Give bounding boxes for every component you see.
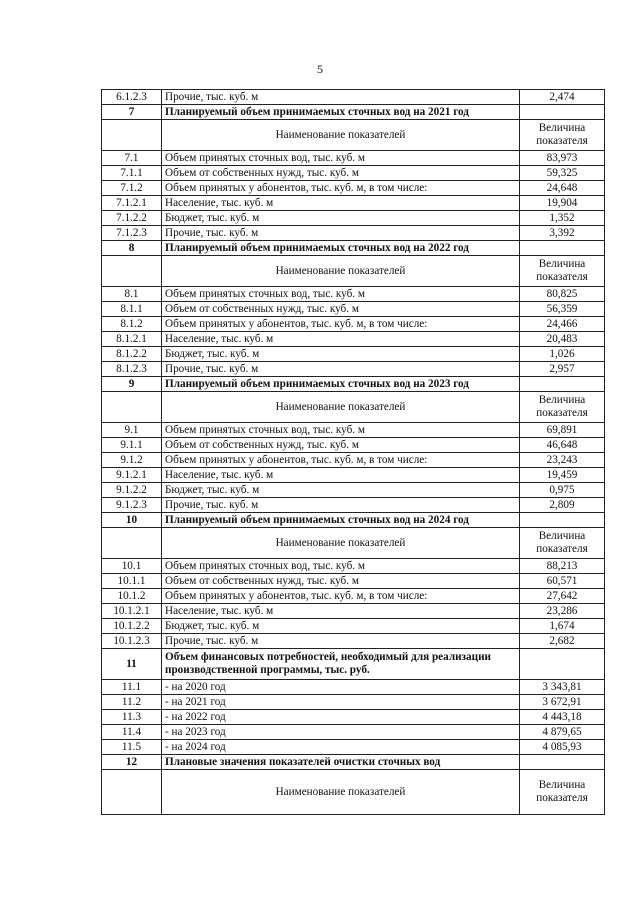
table-row bbox=[102, 196, 605, 211]
row-code: 11.1 bbox=[102, 680, 162, 695]
row-value: 0,975 bbox=[520, 483, 605, 498]
row-code: 9.1.2.2 bbox=[102, 483, 162, 498]
header-name: Наименование показателей bbox=[162, 770, 520, 815]
row-code: 11.5 bbox=[102, 740, 162, 755]
row-code: 9.1.1 bbox=[102, 438, 162, 453]
header-empty bbox=[102, 392, 162, 423]
header-value: Величина показателя bbox=[520, 770, 605, 815]
row-code: 8.1 bbox=[102, 287, 162, 302]
row-name: Прочие, тыс. куб. м bbox=[162, 634, 520, 649]
row-name: Прочие, тыс. куб. м bbox=[162, 226, 520, 241]
section-number: 10 bbox=[102, 513, 162, 528]
row-code: 7.1.2.3 bbox=[102, 226, 162, 241]
row-name: Бюджет, тыс. куб. м bbox=[162, 347, 520, 362]
row-value: 2,682 bbox=[520, 634, 605, 649]
row-value: 88,213 bbox=[520, 559, 605, 574]
row-value: 2,957 bbox=[520, 362, 605, 377]
table-row bbox=[102, 589, 605, 604]
row-value: 27,642 bbox=[520, 589, 605, 604]
table-row bbox=[102, 362, 605, 377]
section-empty bbox=[520, 377, 605, 392]
table-row bbox=[102, 151, 605, 166]
section-row bbox=[102, 649, 605, 680]
table-row bbox=[102, 725, 605, 740]
row-name: - на 2024 год bbox=[162, 740, 520, 755]
column-header-row bbox=[102, 392, 605, 423]
row-code: 11.2 bbox=[102, 695, 162, 710]
row-code: 8.1.2.1 bbox=[102, 332, 162, 347]
column-header-row bbox=[102, 256, 605, 287]
table-row bbox=[102, 468, 605, 483]
row-name: - на 2020 год bbox=[162, 680, 520, 695]
table-row bbox=[102, 619, 605, 634]
row-name: Объем принятых сточных вод, тыс. куб. м bbox=[162, 287, 520, 302]
table-row bbox=[102, 438, 605, 453]
section-empty bbox=[520, 513, 605, 528]
row-value: 2,809 bbox=[520, 498, 605, 513]
page-number: 5 bbox=[317, 62, 323, 76]
row-name: Объем от собственных нужд, тыс. куб. м bbox=[162, 574, 520, 589]
row-code: 8.1.2.2 bbox=[102, 347, 162, 362]
section-title: Планируемый объем принимаемых сточных вод на 2024 год bbox=[162, 513, 520, 528]
row-name: Прочие, тыс. куб. м bbox=[162, 362, 520, 377]
row-value: 1,026 bbox=[520, 347, 605, 362]
row-name: - на 2021 год bbox=[162, 695, 520, 710]
header-name: Наименование показателей bbox=[162, 528, 520, 559]
section-title: Планируемый объем принимаемых сточных вод на 2023 год bbox=[162, 377, 520, 392]
row-value: 4 443,18 bbox=[520, 710, 605, 725]
row-code: 7.1.1 bbox=[102, 166, 162, 181]
section-number: 11 bbox=[102, 649, 162, 680]
row-code: 10.1.2.1 bbox=[102, 604, 162, 619]
row-code: 10.1.2.2 bbox=[102, 619, 162, 634]
row-name: Население, тыс. куб. м bbox=[162, 332, 520, 347]
row-value: 4 085,93 bbox=[520, 740, 605, 755]
row-code: 10.1.2.3 bbox=[102, 634, 162, 649]
table-row bbox=[102, 347, 605, 362]
header-name: Наименование показателей bbox=[162, 120, 520, 151]
row-value: 20,483 bbox=[520, 332, 605, 347]
table-row bbox=[102, 695, 605, 710]
row-name: Объем принятых сточных вод, тыс. куб. м bbox=[162, 151, 520, 166]
table-row bbox=[102, 423, 605, 438]
row-value: 80,825 bbox=[520, 287, 605, 302]
section-number: 9 bbox=[102, 377, 162, 392]
row-code: 7.1.2 bbox=[102, 181, 162, 196]
header-empty bbox=[102, 120, 162, 151]
row-value: 24,466 bbox=[520, 317, 605, 332]
row-name: Население, тыс. куб. м bbox=[162, 604, 520, 619]
table-row bbox=[102, 680, 605, 695]
table-row bbox=[102, 211, 605, 226]
header-empty bbox=[102, 528, 162, 559]
section-title: Объем финансовых потребностей, необходимый для реализации производственной программы, тыс. руб. bbox=[162, 649, 520, 680]
section-empty bbox=[520, 105, 605, 120]
section-row bbox=[102, 105, 605, 120]
row-code: 11.4 bbox=[102, 725, 162, 740]
table-row bbox=[102, 226, 605, 241]
section-empty bbox=[520, 649, 605, 680]
row-name: Бюджет, тыс. куб. м bbox=[162, 619, 520, 634]
row-value: 23,243 bbox=[520, 453, 605, 468]
row-code: 8.1.1 bbox=[102, 302, 162, 317]
column-header-row bbox=[102, 528, 605, 559]
row-code: 7.1 bbox=[102, 151, 162, 166]
row-value: 3 672,91 bbox=[520, 695, 605, 710]
row-code: 7.1.2.2 bbox=[102, 211, 162, 226]
row-name: - на 2023 год bbox=[162, 725, 520, 740]
row-name: Объем принятых у абонентов, тыс. куб. м, в том числе: bbox=[162, 317, 520, 332]
row-name: Бюджет, тыс. куб. м bbox=[162, 483, 520, 498]
column-header-row bbox=[102, 120, 605, 151]
section-number: 7 bbox=[102, 105, 162, 120]
column-header-row bbox=[102, 770, 605, 815]
header-empty bbox=[102, 256, 162, 287]
table-row bbox=[102, 574, 605, 589]
row-code: 9.1.2.3 bbox=[102, 498, 162, 513]
section-row bbox=[102, 377, 605, 392]
section-row bbox=[102, 755, 605, 770]
row-value: 46,648 bbox=[520, 438, 605, 453]
section-row bbox=[102, 513, 605, 528]
row-name: Объем принятых у абонентов, тыс. куб. м, в том числе: bbox=[162, 181, 520, 196]
indicators-table bbox=[101, 89, 605, 815]
table-row bbox=[102, 559, 605, 574]
row-value: 83,973 bbox=[520, 151, 605, 166]
table-row bbox=[102, 287, 605, 302]
table-row bbox=[102, 90, 605, 105]
row-name: Население, тыс. куб. м bbox=[162, 468, 520, 483]
table-row bbox=[102, 166, 605, 181]
row-value: 69,891 bbox=[520, 423, 605, 438]
row-value: 24,648 bbox=[520, 181, 605, 196]
row-name: Прочие, тыс. куб. м bbox=[162, 498, 520, 513]
row-value: 23,286 bbox=[520, 604, 605, 619]
table-row bbox=[102, 302, 605, 317]
row-code: 8.1.2.3 bbox=[102, 362, 162, 377]
row-value: 2,474 bbox=[520, 90, 605, 105]
row-name: Объем принятых у абонентов, тыс. куб. м, в том числе: bbox=[162, 589, 520, 604]
row-name: Объем принятых сточных вод, тыс. куб. м bbox=[162, 423, 520, 438]
section-empty bbox=[520, 241, 605, 256]
row-value: 19,904 bbox=[520, 196, 605, 211]
table-row bbox=[102, 634, 605, 649]
row-code: 6.1.2.3 bbox=[102, 90, 162, 105]
section-title: Планируемый объем принимаемых сточных вод на 2022 год bbox=[162, 241, 520, 256]
section-row bbox=[102, 241, 605, 256]
row-code: 7.1.2.1 bbox=[102, 196, 162, 211]
row-value: 19,459 bbox=[520, 468, 605, 483]
table-row bbox=[102, 604, 605, 619]
table-row bbox=[102, 181, 605, 196]
row-name: Население, тыс. куб. м bbox=[162, 196, 520, 211]
row-name: Объем принятых сточных вод, тыс. куб. м bbox=[162, 559, 520, 574]
table-row bbox=[102, 483, 605, 498]
row-name: Объем от собственных нужд, тыс. куб. м bbox=[162, 302, 520, 317]
row-value: 1,674 bbox=[520, 619, 605, 634]
section-title: Планируемый объем принимаемых сточных вод на 2021 год bbox=[162, 105, 520, 120]
row-value: 59,325 bbox=[520, 166, 605, 181]
table-row bbox=[102, 710, 605, 725]
table-row bbox=[102, 317, 605, 332]
header-name: Наименование показателей bbox=[162, 256, 520, 287]
section-title: Плановые значения показателей очистки сточных вод bbox=[162, 755, 520, 770]
row-value: 1,352 bbox=[520, 211, 605, 226]
row-code: 10.1.1 bbox=[102, 574, 162, 589]
header-empty bbox=[102, 770, 162, 815]
header-value: Величина показателя bbox=[520, 120, 605, 151]
section-number: 8 bbox=[102, 241, 162, 256]
row-name: Объем от собственных нужд, тыс. куб. м bbox=[162, 166, 520, 181]
row-code: 10.1.2 bbox=[102, 589, 162, 604]
row-value: 56,359 bbox=[520, 302, 605, 317]
row-code: 9.1.2 bbox=[102, 453, 162, 468]
row-name: Объем принятых у абонентов, тыс. куб. м, в том числе: bbox=[162, 453, 520, 468]
header-value: Величина показателя bbox=[520, 528, 605, 559]
table-row bbox=[102, 453, 605, 468]
table-row bbox=[102, 332, 605, 347]
row-code: 9.1 bbox=[102, 423, 162, 438]
row-name: Объем от собственных нужд, тыс. куб. м bbox=[162, 438, 520, 453]
header-value: Величина показателя bbox=[520, 392, 605, 423]
row-code: 9.1.2.1 bbox=[102, 468, 162, 483]
section-empty bbox=[520, 755, 605, 770]
header-value: Величина показателя bbox=[520, 256, 605, 287]
row-name: - на 2022 год bbox=[162, 710, 520, 725]
row-code: 8.1.2 bbox=[102, 317, 162, 332]
row-name: Прочие, тыс. куб. м bbox=[162, 90, 520, 105]
header-name: Наименование показателей bbox=[162, 392, 520, 423]
row-code: 10.1 bbox=[102, 559, 162, 574]
table-row bbox=[102, 740, 605, 755]
table-row bbox=[102, 498, 605, 513]
row-value: 60,571 bbox=[520, 574, 605, 589]
section-number: 12 bbox=[102, 755, 162, 770]
row-value: 3 343,81 bbox=[520, 680, 605, 695]
row-code: 11.3 bbox=[102, 710, 162, 725]
row-value: 3,392 bbox=[520, 226, 605, 241]
row-value: 4 879,65 bbox=[520, 725, 605, 740]
row-name: Бюджет, тыс. куб. м bbox=[162, 211, 520, 226]
